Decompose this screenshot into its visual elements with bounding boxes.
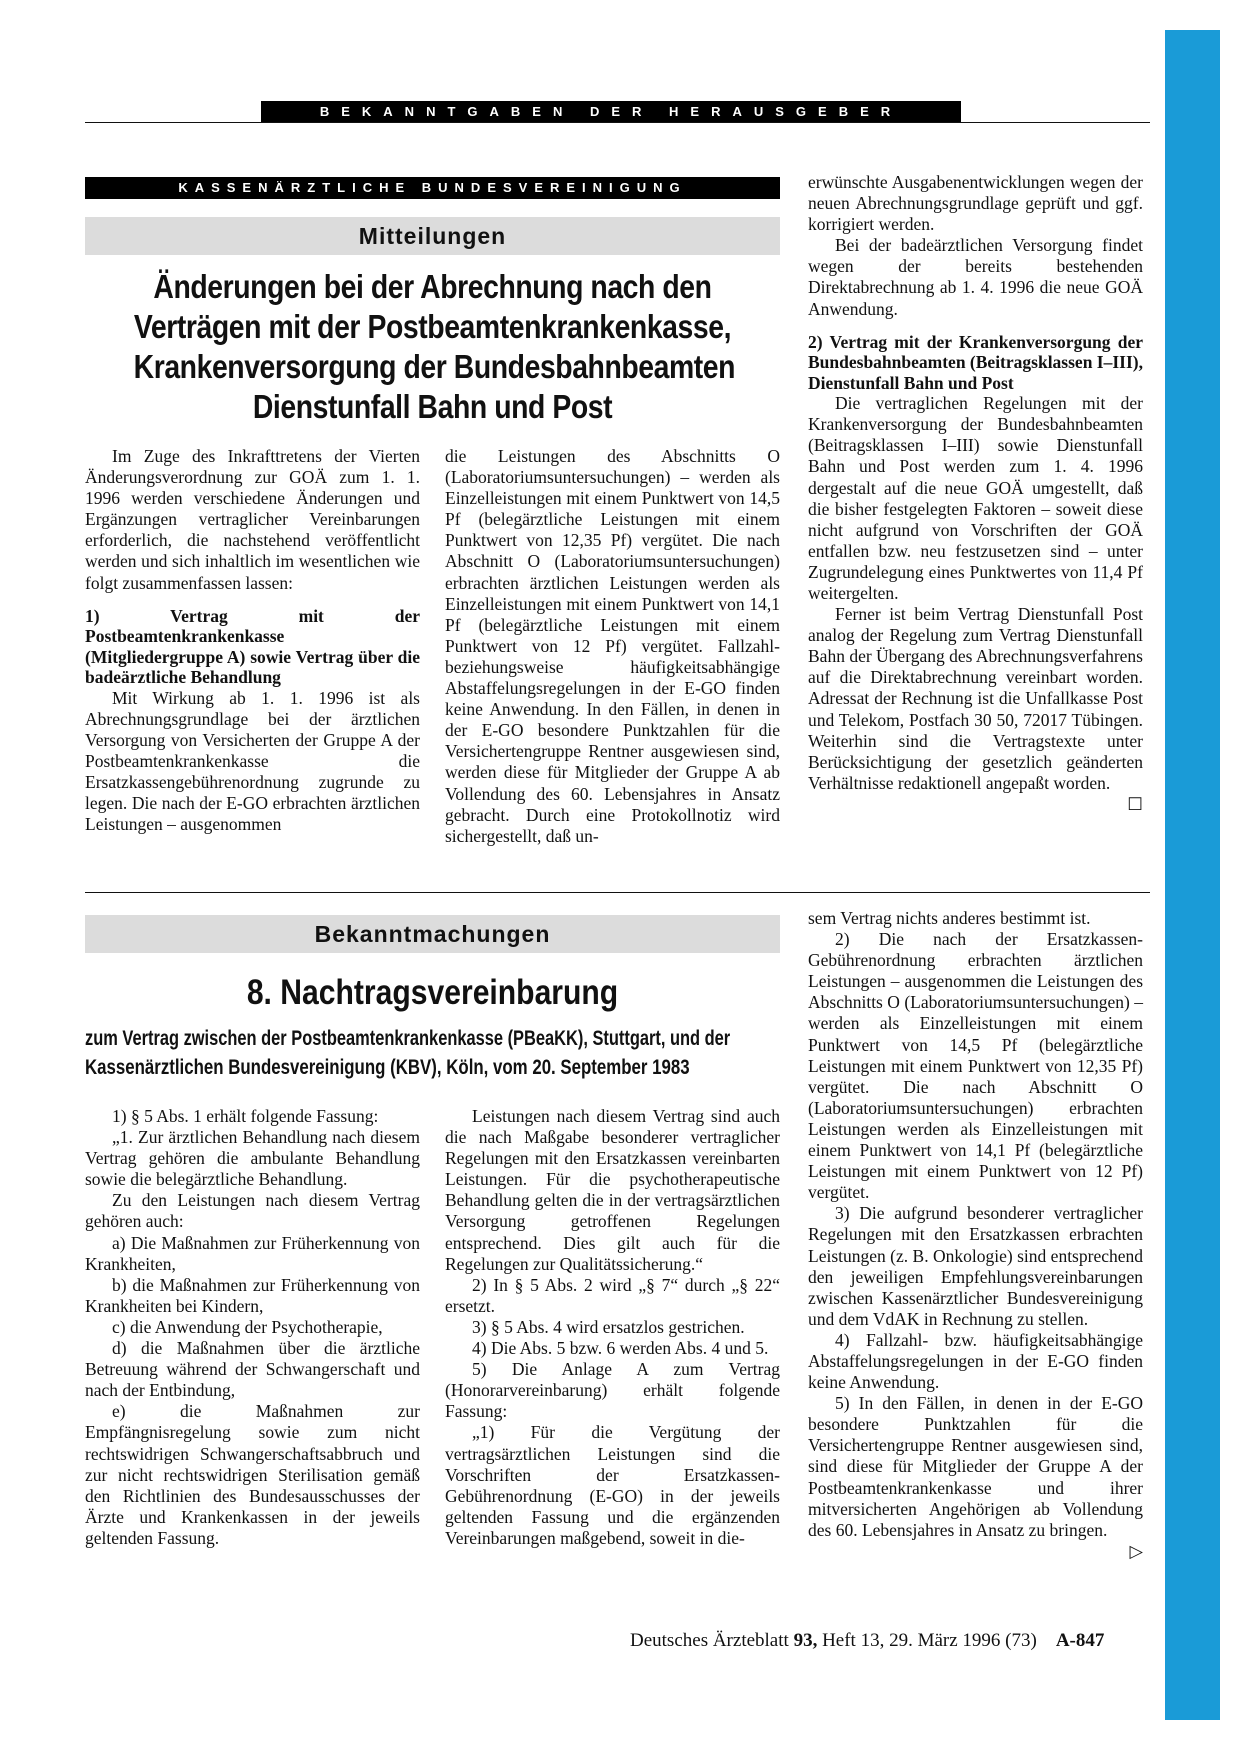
article2-column-3	[808, 908, 1143, 1562]
journal-name: Deutsches Ärzteblatt	[630, 1630, 789, 1651]
header-band: BEKANNTGABEN DER HERAUSGEBER	[261, 101, 961, 123]
paragraph: die Leistungen des Abschnitts O (Laboratoriumsuntersuchungen) – werden als Einzelleistungen mit einem Punktwert von 14,5 Pf (belegärztliche Leistungen mit einem Punktwert von 12,35 Pf) vergütet. Die nach Abschnitt O (Laboratoriumsuntersuchungen) erbrachten ärztlichen Leistungen werden als Einzelleistungen mit einem Punktwert von 14,1 Pf (belegärztliche Leistungen mit einem Punktwert von 12 Pf) vergütet. Fallzahl- beziehungsweise häufigkeitsabhängige Abstaffelungsregelungen in der E-GO finden keine Anwendung. In den Fällen, in denen in der E-GO besondere Punktzahlen für die Versichertengruppe Rentner ausgewiesen sind, werden diese für Mitglieder der Gruppe A ab Vollendung des 60. Lebensjahres in Ansatz gebracht. Durch eine Protokollnotiz wird sichergestellt, daß un-	[445, 446, 780, 846]
article2-subheadline	[85, 1024, 780, 1082]
paragraph-text: 5) In den Fällen, in denen in der E-GO besondere Punktzahlen für die Versichertengruppe Rentner ausgewiesen sind, sind diese für Mitglieder der Gruppe A der Postbeamtenkrankenkasse und ihrer mitversicherten Angehörigen ab Vollendung des 60. Lebensjahres in Ansatz zu bringen.	[808, 1393, 1143, 1540]
article1-column-3	[808, 172, 1143, 815]
header-rule	[85, 122, 1150, 123]
page-number: A-847	[1055, 1630, 1105, 1651]
list-item: e) die Maßnahmen zur Empfängnisregelung sowie zum nicht rechtswidrigen Schwangerschaftsabbruch und zur nicht rechtswidrigen Sterilisation gemäß den Richtlinien des Bundesausschusses der Ärzte und Krankenkassen in der jeweils geltenden Fassung.	[85, 1401, 420, 1548]
section-label-mitteilungen: Mitteilungen	[85, 217, 780, 255]
subheadline-line: Kassenärztlichen Bundesvereinigung (KBV), Köln, vom 20. September 1983	[85, 1056, 690, 1079]
page-footer	[630, 1630, 1104, 1652]
headline-line: Krankenversorgung der Bundesbahnbeamten	[133, 348, 736, 385]
paragraph	[808, 1393, 1143, 1561]
list-item: b) die Maßnahmen zur Früherkennung von Krankheiten bei Kindern,	[85, 1274, 420, 1316]
article1-column-2	[445, 446, 780, 847]
paragraph: „1. Zur ärztlichen Behandlung nach diesem Vertrag gehören die ambulante Behandlung sowie die belegärztliche Behandlung.	[85, 1127, 420, 1190]
paragraph: „1) Für die Vergütung der vertragsärztlichen Leistungen sind die Vorschriften der Ersatzkassen-Gebührenordnung (E-GO) in der jeweils geltenden Fassung und die ergänzenden Vereinbarungen maßgebend, soweit in die-	[445, 1422, 780, 1548]
paragraph: Mit Wirkung ab 1. 1. 1996 ist als Abrechnungsgrundlage bei der ärztlichen Versorgung von Versicherten der Gruppe A der Postbeamtenkrankenkasse die Ersatzkassengebührenordnung zugrunde zu legen. Die nach der E-GO erbrachten ärztlichen Leistungen – ausgenommen	[85, 687, 420, 835]
blue-sidebar-strip	[1165, 30, 1220, 1720]
paragraph: Bei der badeärztlichen Versorgung findet wegen der bereits bestehenden Direktabrechnung ab 1. 4. 1996 die neue GOÄ Anwendung.	[808, 235, 1143, 319]
headline-line: Änderungen bei der Abrechnung nach den	[153, 268, 712, 305]
subheading: 1) Vertrag mit der Postbeamtenkrankenkasse (Mitgliedergruppe A) sowie Vertrag über die badeärztliche Behandlung	[85, 605, 420, 688]
issue-info: Heft 13, 29. März 1996 (73)	[822, 1630, 1037, 1651]
paragraph: 5) Die Anlage A zum Vertrag (Honorarvereinbarung) erhält folgende Fassung:	[445, 1359, 780, 1422]
headline-line: Verträgen mit der Postbeamtenkrankenkasse,	[133, 308, 732, 345]
article2-headline: 8. Nachtragsvereinbarung	[246, 973, 619, 1012]
list-item: a) Die Maßnahmen zur Früherkennung von Krankheiten,	[85, 1232, 420, 1274]
paragraph: Zu den Leistungen nach diesem Vertrag gehören auch:	[85, 1190, 420, 1232]
paragraph: 3) § 5 Abs. 4 wird ersatzlos gestrichen.	[472, 1316, 745, 1337]
paragraph: 3) Die aufgrund besonderer vertraglicher Regelungen mit den Ersatzkassen erbrachten Leistungen (z. B. Onkologie) sind entsprechend den jeweiligen Empfehlungsvereinbarungen zwischen Kassenärztlicher Bundesvereinigung und dem VdAK in Rechnung zu stellen.	[808, 1203, 1143, 1329]
section-divider	[85, 892, 1150, 893]
section-label-bekanntmachungen: Bekanntmachungen	[85, 915, 780, 953]
paragraph: 4) Die Abs. 5 bzw. 6 werden Abs. 4 und 5.	[472, 1338, 769, 1359]
article1-column-1	[85, 446, 420, 835]
headline-line: Dienstunfall Bahn und Post	[252, 388, 613, 425]
paragraph: erwünschte Ausgabenentwicklungen wegen der neuen Abrechnungsgrundlage geprüft und ggf. korrigiert werden.	[808, 172, 1143, 235]
paragraph: sem Vertrag nichts anderes bestimmt ist.	[808, 908, 1091, 928]
paragraph: 1) § 5 Abs. 1 erhält folgende Fassung:	[112, 1106, 379, 1126]
paragraph: Leistungen nach diesem Vertrag sind auch die nach Maßgabe besonderer vertraglicher Regelungen mit den Ersatzkassen vereinbarten Leistungen. Für die psychotherapeutische Behandlung gelten die in der vertragsärztlichen Versorgung getroffenen Regelungen entsprechend. Dies gilt auch für die Regelungen zur Qualitätssicherung.“	[445, 1106, 780, 1274]
paragraph: Im Zuge des Inkrafttretens der Vierten Änderungsverordnung zur GOÄ zum 1. 1. 1996 werden verschiedene Änderungen und Ergänzungen vertraglicher Vereinbarungen erforderlich, die nachstehend veröffentlicht werden und sich inhaltlich im wesentlichen wie folgt zusammenfassen lassen:	[85, 446, 420, 593]
paragraph-text: Ferner ist beim Vertrag Dienstunfall Post analog der Regelung zum Vertrag Dienstunfall Bahn der Übergang des Abrechnungsverfahrens auf die Direktabrechnung vereinbart worden. Adressat der Rechnung ist die Unfallkasse Post und Telekom, Postfach 30 50, 72017 Tübingen. Weiterhin sind die Vertragstexte unter Berücksichtigung der gesetzlich geänderten Verhältnisse redaktionell angepaßt worden.	[808, 604, 1143, 793]
end-of-article-mark: ☐	[1127, 793, 1143, 814]
subheading: 2) Vertrag mit der Krankenversorgung der Bundesbahnbeamten (Beitragsklassen I–III), Dienstunfall Bahn und Post	[808, 331, 1143, 393]
paragraph: 2) In § 5 Abs. 2 wird „§ 7“ durch „§ 22“ ersetzt.	[445, 1274, 780, 1316]
article-headline	[133, 267, 736, 427]
org-band: KASSENÄRZTLICHE BUNDESVEREINIGUNG	[85, 177, 780, 199]
subheadline-line: zum Vertrag zwischen der Postbeamtenkrankenkasse (PBeaKK), Stuttgart, und der	[85, 1027, 731, 1050]
list-item: d) die Maßnahmen über die ärztliche Betreuung während der Schwangerschaft und nach der Entbindung,	[85, 1338, 420, 1401]
article2-column-1	[85, 1106, 420, 1549]
paragraph: 4) Fallzahl- bzw. häufigkeitsabhängige Abstaffelungsregelungen in der E-GO finden keine Anwendung.	[808, 1329, 1143, 1393]
paragraph: 2) Die nach der Ersatzkassen-Gebührenordnung erbrachten ärztlichen Leistungen – ausgenommen die Leistungen des Abschnitts O (Laboratoriumsuntersuchungen) – werden als Einzelleistungen mit einem Punktwert von 14,5 Pf (belegärztliche Leistungen mit einem Punktwert von 12,35 Pf) vergütet. Die nach Abschnitt O (Laboratoriumsuntersuchungen) erbrachten Leistungen werden als Einzelleistungen mit einem Punktwert von 14,1 Pf (belegärztliche Leistungen mit einem Punktwert von 12 Pf) vergütet.	[808, 929, 1143, 1203]
continue-arrow-mark: ▷	[1129, 1540, 1143, 1561]
journal-volume: 93,	[793, 1630, 818, 1651]
paragraph	[808, 604, 1143, 814]
list-item: c) die Anwendung der Psychotherapie,	[112, 1316, 383, 1337]
paragraph: Die vertraglichen Regelungen mit der Krankenversorgung der Bundesbahnbeamten (Beitragsklassen I–III) sowie Dienstunfall Bahn und Post werden zum 1. 4. 1996 dergestalt auf die neue GOÄ umgestellt, daß die bisher festgelegten Faktoren – soweit diese nicht aufgrund von Vorschriften der GOÄ entfallen bzw. neu festzusetzen sind – unter Zugrundelegung eines Punktwertes von 11,4 Pf weitergelten.	[808, 393, 1143, 603]
article2-column-2	[445, 1106, 780, 1549]
